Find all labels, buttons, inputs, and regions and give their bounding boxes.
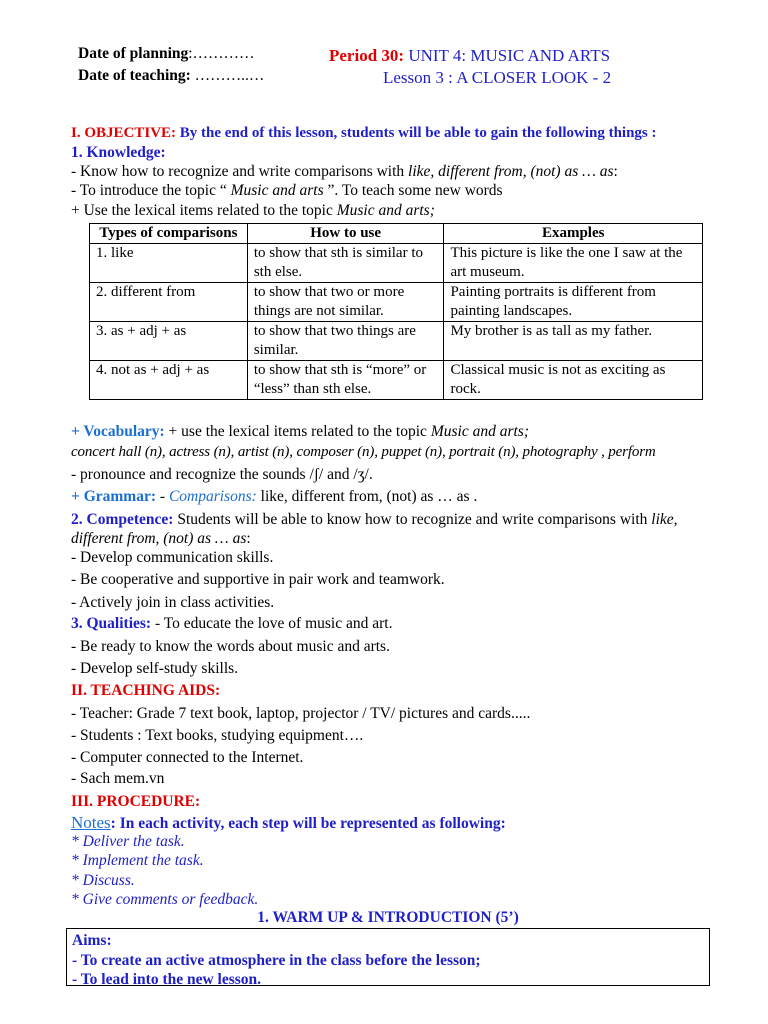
table-row xyxy=(90,283,703,322)
comparisons-table xyxy=(89,223,703,400)
planning-label: Date of planning xyxy=(78,45,189,62)
table-cell: to show that two or more things are not similar. xyxy=(247,283,444,322)
unit-title: UNIT 4: MUSIC AND ARTS xyxy=(408,46,611,65)
aids-item: - Sach mem.vn xyxy=(71,770,165,787)
table-cell: 4. not as + adj + as xyxy=(90,361,248,400)
aids-item: - Teacher: Grade 7 text book, laptop, projector / TV/ pictures and cards..... xyxy=(71,705,531,722)
k2-post: ”. To teach some new words xyxy=(323,182,503,199)
notes-line xyxy=(71,813,506,833)
competence-title: 2. Competence: xyxy=(71,511,174,528)
competence-item: - Develop communication skills. xyxy=(71,549,274,566)
qualities-line xyxy=(71,614,392,633)
table-cell: My brother is as tall as my father. xyxy=(444,322,703,361)
competence-line xyxy=(71,510,678,529)
objective-title: I. OBJECTIVE: xyxy=(71,125,177,141)
competence-text: Students will be able to know how to recognize and write comparisons with xyxy=(173,511,652,528)
sounds-line: - pronounce and recognize the sounds /ʃ/ and /ʒ/. xyxy=(71,466,373,483)
teaching-value: ………..… xyxy=(190,67,265,84)
notes-text: : In each activity, each step will be represented as following: xyxy=(110,815,506,832)
vocabulary-text: + use the lexical items related to the topic xyxy=(164,423,431,440)
table-header: How to use xyxy=(247,224,444,244)
procedure-step: * Implement the task. xyxy=(71,852,204,869)
planning-value: :………… xyxy=(188,45,255,62)
lesson-title: Lesson 3 : A CLOSER LOOK - 2 xyxy=(383,68,612,87)
objective-heading xyxy=(71,124,657,143)
table-cell: This picture is like the one I saw at the art museum. xyxy=(444,244,703,283)
table-row xyxy=(90,361,703,400)
aims-box xyxy=(66,928,710,986)
vocabulary-line xyxy=(71,422,529,441)
procedure-step: * Discuss. xyxy=(71,872,135,889)
notes-label: Notes xyxy=(71,813,111,832)
date-of-planning xyxy=(78,45,255,63)
warmup-heading: 1. WARM UP & INTRODUCTION (5’) xyxy=(257,909,519,926)
aims-item: - To create an active atmosphere in the class before the lesson; xyxy=(72,951,481,969)
knowledge-item-2 xyxy=(71,181,503,200)
grammar-em: Comparisons: xyxy=(168,488,257,505)
period-label: Period 30: xyxy=(329,46,405,65)
table-header: Examples xyxy=(444,224,703,244)
procedure-step: * Give comments or feedback. xyxy=(71,891,259,908)
table-cell: Painting portraits is different from painting landscapes. xyxy=(444,283,703,322)
grammar-dash: - xyxy=(156,488,169,505)
table-cell: 3. as + adj + as xyxy=(90,322,248,361)
aims-item: - To lead into the new lesson. xyxy=(72,971,262,988)
competence-em1: like, xyxy=(651,511,678,528)
competence-post: : xyxy=(246,530,251,547)
vocabulary-em: Music and arts; xyxy=(430,423,529,440)
period-title xyxy=(329,46,610,66)
date-of-teaching xyxy=(78,67,264,85)
competence-em2: different from, (not) as … as xyxy=(71,530,247,547)
competence-item: - Be cooperative and supportive in pair work and teamwork. xyxy=(71,571,445,588)
k2-text: - To introduce the topic “ xyxy=(71,182,231,199)
k1-em: like, different from, (not) as … as xyxy=(408,163,614,180)
aids-item: - Computer connected to the Internet. xyxy=(71,749,304,766)
aids-item: - Students : Text books, studying equipment…. xyxy=(71,727,364,744)
competence-line-2 xyxy=(71,529,251,548)
grammar-text: like, different from, (not) as … as . xyxy=(256,488,478,505)
qualities-item: - Develop self-study skills. xyxy=(71,660,239,677)
teaching-label: Date of teaching: xyxy=(78,67,191,84)
table-header-row xyxy=(90,224,703,244)
knowledge-item-3 xyxy=(71,201,435,220)
vocabulary-label: + Vocabulary: xyxy=(71,423,165,440)
table-cell: to show that two things are similar. xyxy=(247,322,444,361)
table-row xyxy=(90,244,703,283)
table-cell: to show that sth is similar to sth else. xyxy=(247,244,444,283)
k1-text: - Know how to recognize and write comparisons with xyxy=(71,163,409,180)
table-cell: 1. like xyxy=(90,244,248,283)
teaching-aids-title: II. TEACHING AIDS: xyxy=(71,682,221,699)
procedure-title: III. PROCEDURE: xyxy=(71,793,201,810)
grammar-line xyxy=(71,487,477,506)
k1-post: : xyxy=(613,163,618,180)
table-cell: Classical music is not as exciting as rock. xyxy=(444,361,703,400)
table-cell: to show that sth is “more” or “less” than sth else. xyxy=(247,361,444,400)
objective-intro: By the end of this lesson, students will be able to gain the following things : xyxy=(179,125,657,141)
knowledge-item-1 xyxy=(71,162,618,181)
qualities-first: - To educate the love of music and art. xyxy=(151,615,393,632)
k3-text: + Use the lexical items related to the topic xyxy=(71,202,337,219)
k3-em: Music and arts; xyxy=(336,202,435,219)
procedure-step: * Deliver the task. xyxy=(71,833,185,850)
knowledge-title: 1. Knowledge: xyxy=(71,144,166,161)
k2-em: Music and arts xyxy=(230,182,324,199)
vocabulary-words: concert hall (n), actress (n), artist (n), composer (n), puppet (n), portrait (n), photography , perform xyxy=(71,444,656,460)
table-header: Types of comparisons xyxy=(90,224,248,244)
competence-item: - Actively join in class activities. xyxy=(71,594,275,611)
qualities-title: 3. Qualities: xyxy=(71,615,152,632)
aims-title: Aims: xyxy=(72,932,112,949)
qualities-item: - Be ready to know the words about music and arts. xyxy=(71,638,390,655)
table-row xyxy=(90,322,703,361)
grammar-label: + Grammar: xyxy=(71,488,157,505)
table-cell: 2. different from xyxy=(90,283,248,322)
